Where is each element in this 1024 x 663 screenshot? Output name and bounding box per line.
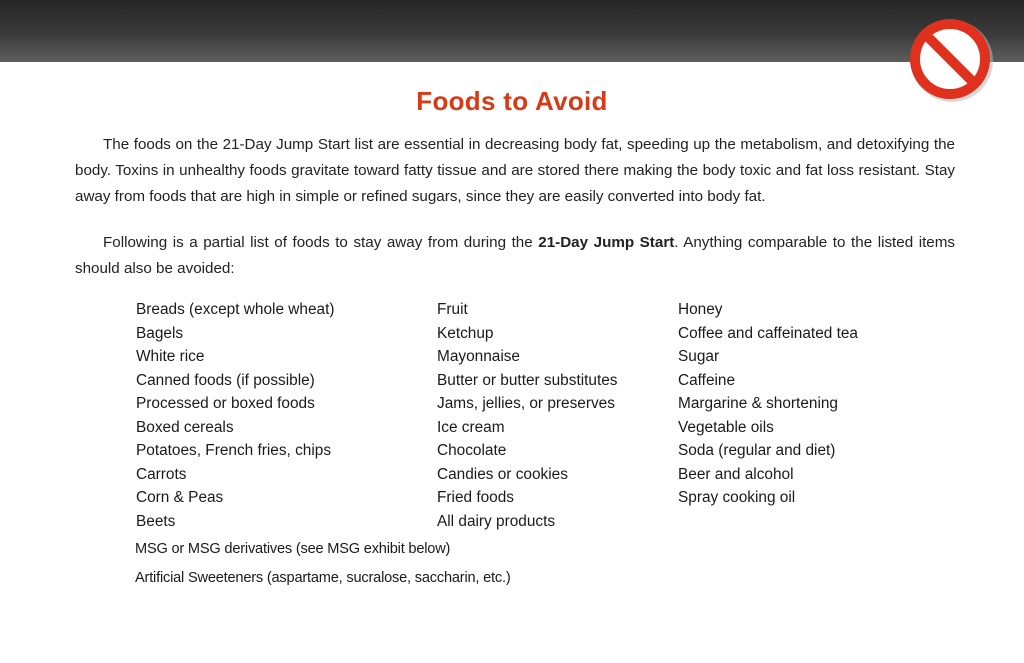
intro-paragraph [75,132,955,210]
list-intro-text-start: Following is a partial list of foods to stay away from during the [103,234,539,251]
list-intro-paragraph [75,230,955,282]
list-item: Coffee and caffeinated tea [678,324,858,342]
list-item: Boxed cereals [136,418,234,436]
list-item: Processed or boxed foods [136,395,315,412]
list-item-msg: MSG or MSG derivatives (see MSG exhibit below) [135,541,451,557]
program-name: 21-Day Jump Start [538,234,675,251]
list-item: Margarine & shortening [678,395,838,412]
food-list-column-3 [678,298,858,510]
list-item: Canned foods (if possible) [136,371,315,389]
list-item: Vegetable oils [678,418,774,436]
list-item: Sugar [678,348,720,365]
list-item: Honey [678,301,723,318]
list-item: Spray cooking oil [678,489,796,506]
list-item: Candies or cookies [437,465,568,483]
list-item: All dairy products [437,512,556,530]
list-item: Fried foods [437,489,514,506]
list-item: Fruit [437,301,468,318]
list-item: Ketchup [437,324,494,342]
page-title: Foods to Avoid [416,86,608,116]
list-item: Beer and alcohol [678,465,794,483]
list-item: Mayonnaise [437,348,520,365]
list-item: Jams, jellies, or preserves [437,395,615,412]
list-item: Breads (except whole wheat) [136,301,335,318]
list-item: Potatoes, French fries, chips [136,442,332,459]
list-item: Butter or butter substitutes [437,371,618,389]
list-intro-text-end: . Anything comparable to the listed items should also be avoided: [75,234,956,277]
list-item: White rice [136,348,205,365]
list-item: Ice cream [437,418,505,436]
list-item: Beets [136,512,176,530]
food-list-column-1 [136,298,334,533]
list-item: Chocolate [437,442,507,459]
list-item: Bagels [136,324,184,342]
list-item: Carrots [136,465,187,483]
list-item-artificial-sweeteners: Artificial Sweeteners (aspartame, sucralose, saccharin, etc.) [135,570,511,586]
intro-paragraph-text: The foods on the 21-Day Jump Start list are essential in decreasing body fat, speeding up the metabolism, and detoxifying the body. Toxins in unhealthy foods gravitate toward fatty tissue and are stored there making the body toxic and fat loss resistant. Stay away from foods that are high in simple or refined sugars, since they are easily converted into body fat. [75,136,955,205]
food-list-column-2 [437,298,618,533]
header-bar [0,0,1024,62]
list-item: Soda (regular and diet) [678,442,836,459]
list-item: Corn & Peas [136,489,224,506]
list-item: Caffeine [678,371,736,389]
